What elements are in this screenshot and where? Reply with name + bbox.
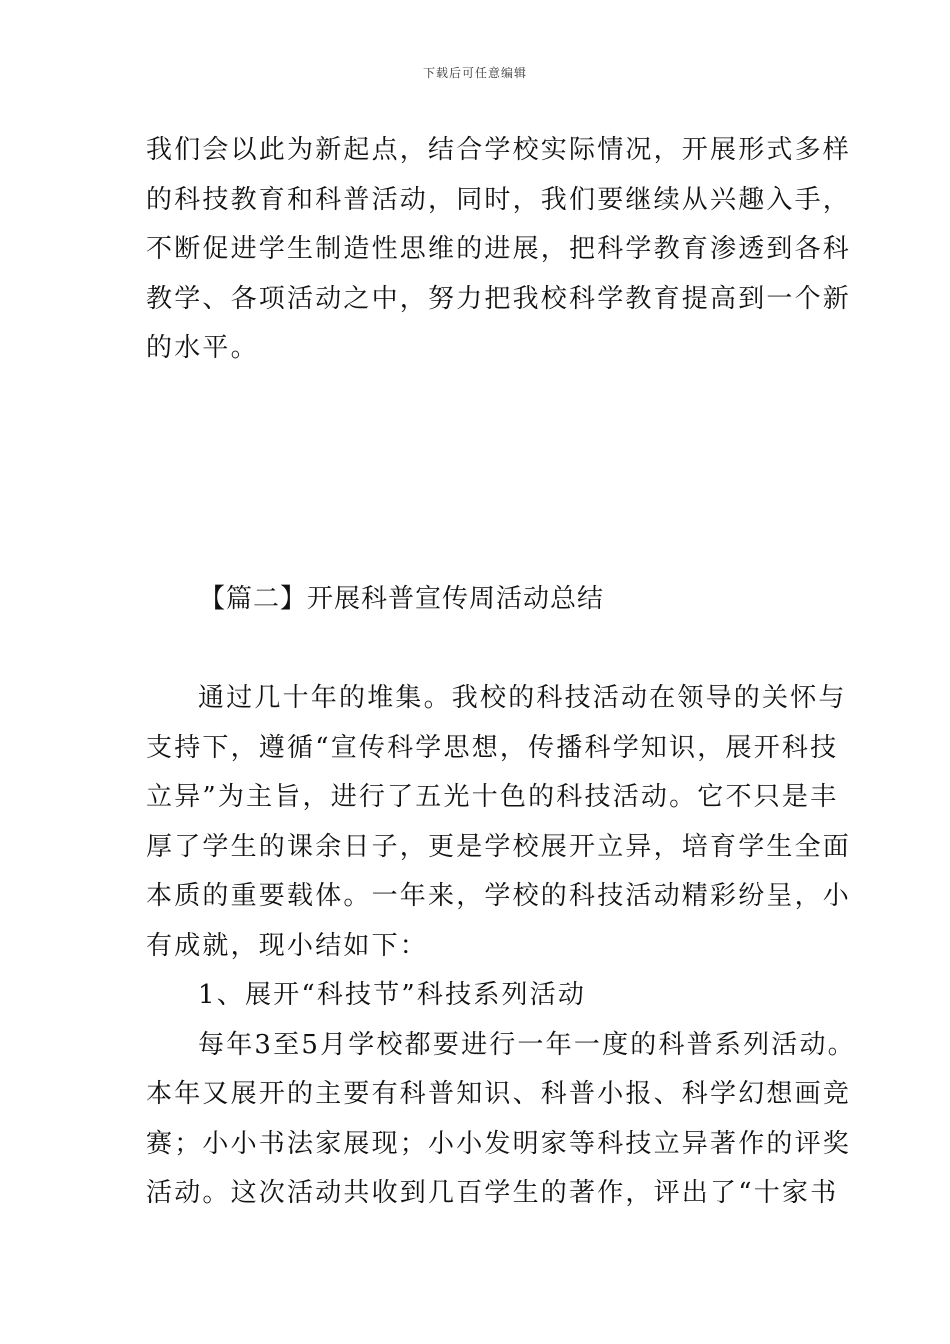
list-item-heading: 1、展开“科技节”科技系列活动 <box>198 980 587 1010</box>
text-line: 教学、各项活动之中，努力把我校科学教育提高到一个新 <box>146 283 852 314</box>
text-line: 活动。这次活动共收到几百学生的著作，评出了“十家书 <box>146 1178 839 1208</box>
text-line: 的水平。 <box>146 333 259 363</box>
section-2-heading: 【篇二】开展科普宣传周活动总结 <box>199 584 605 614</box>
text-line: 每年3至5月学校都要进行一年一度的科普系列活动。 <box>198 1029 856 1060</box>
text-line: 不断促进学生制造性思维的进展，把科学教育渗透到各科 <box>146 234 852 264</box>
text-line: 赛；小小书法家展现；小小发明家等科技立异著作的评奖 <box>146 1128 852 1159</box>
text-line: 本年又展开的主要有科普知识、科普小报、科学幻想画竞 <box>146 1079 852 1109</box>
text-line: 我们会以此为新起点，结合学校实际情况，开展形式多样 <box>146 135 852 165</box>
header-note: 下载后可任意编辑 <box>422 66 527 80</box>
section-1-paragraph <box>146 126 852 374</box>
text-line: 有成就，现小结如下： <box>146 930 429 961</box>
text-line: 本质的重要载体。一年来，学校的科技活动精彩纷呈，小 <box>146 881 852 911</box>
text-line: 厚了学生的课余日子，更是学校展开立异，培育学生全面 <box>146 831 852 862</box>
text-line: 通过几十年的堆集。我校的科技活动在领导的关怀与 <box>198 683 847 713</box>
text-line: 立异”为主旨，进行了五光十色的科技活动。它不只是丰 <box>146 782 839 812</box>
text-line: 的科技教育和科普活动，同时，我们要继续从兴趣入手， <box>146 184 852 215</box>
text-line: 支持下，遵循“宣传科学思想，传播科学知识，展开科技 <box>146 732 839 763</box>
section-2-body <box>146 674 856 1219</box>
